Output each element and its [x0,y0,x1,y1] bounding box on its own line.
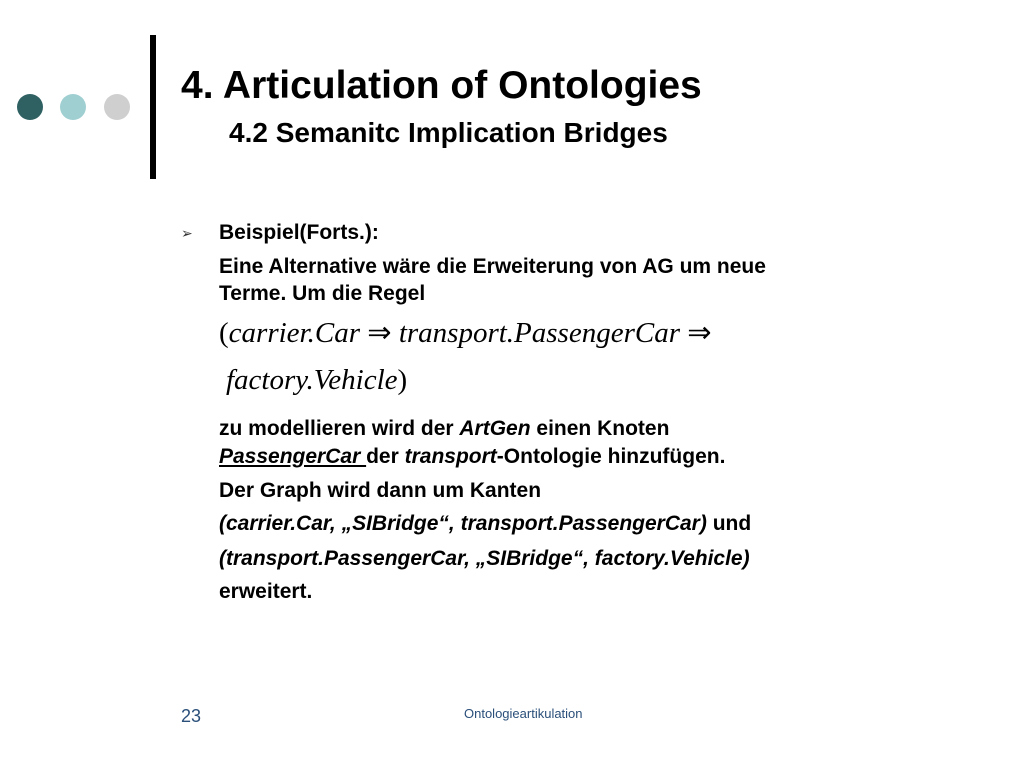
formula-term-carrier: carrier.Car [228,317,368,349]
slide-title: 4. Articulation of Ontologies [181,64,702,107]
edge-1: (carrier.Car, „SIBridge“, transport.PassengerCar) [219,512,707,535]
text-line-8: erweitert. [219,580,313,603]
text-line-3-c: einen Knoten [530,417,670,440]
text-line-6 [219,510,751,537]
text-line-3-a: zu modellieren wird der [219,417,460,440]
formula-term-factory: factory.Vehicle [226,364,398,396]
bullet-heading: Beispiel(Forts.): [219,221,379,244]
title-divider [150,35,156,179]
footer-text: Ontologieartikulation [464,706,583,721]
edge-2: (transport.PassengerCar, „SIBridge“, factory.Vehicle) [219,547,750,570]
text-line-1: Eine Alternative wäre die Erweiterung von AG um neue [219,255,766,278]
implication-arrow-icon: ⇒ [687,317,712,349]
decorative-dot-light [60,94,86,120]
text-line-4-d: -Ontologie hinzufügen. [496,445,726,468]
passengercar-term: PassengerCar [219,445,367,468]
implication-arrow-icon: ⇒ [367,317,392,349]
decorative-dot-gray [104,94,130,120]
formula-line-2 [226,364,407,397]
text-line-4 [219,443,725,470]
formula-open-paren: ( [219,317,229,349]
transport-term: transport [404,445,497,468]
arrow-right-bullet-icon: ➢ [181,225,193,241]
text-line-3 [219,415,669,442]
text-line-2: Terme. Um die Regel [219,282,426,305]
artgen-term: ArtGen [459,417,531,440]
text-line-4-b: der [366,445,405,468]
page-number: 23 [181,706,202,726]
text-line-6-b: und [706,512,752,535]
formula-close-paren: ) [397,364,408,396]
formula-term-transport: transport.PassengerCar [391,317,688,349]
decorative-dot-dark [17,94,43,120]
formula-line-1 [219,315,712,350]
slide-subtitle: 4.2 Semanitc Implication Bridges [229,117,668,148]
text-line-5: Der Graph wird dann um Kanten [219,479,542,502]
